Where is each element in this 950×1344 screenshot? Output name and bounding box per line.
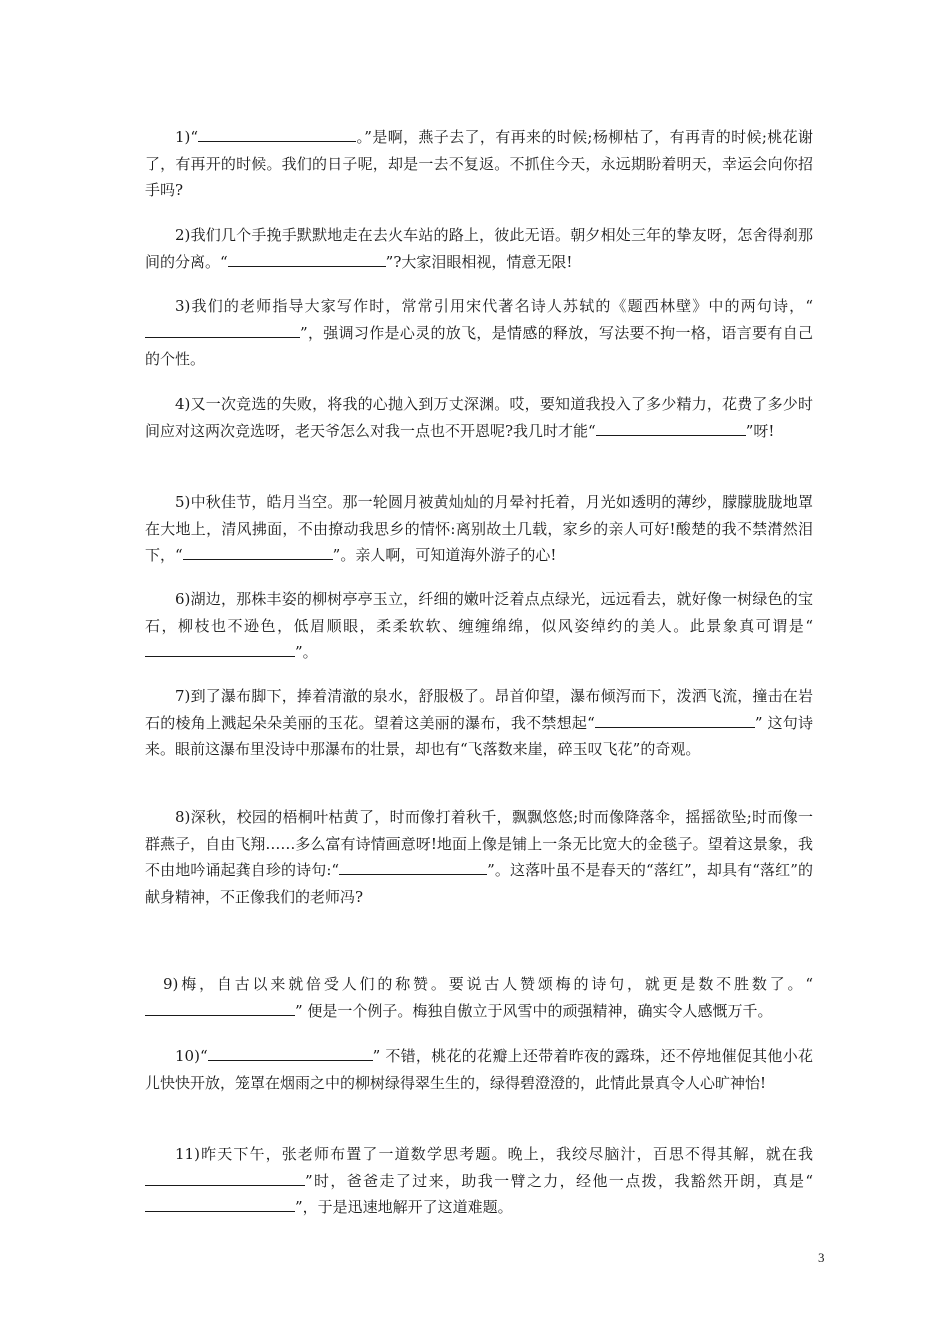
question-number: 1) [175, 128, 191, 146]
question-text: 我们几个手挽手默默地走在去火车站的路上，彼此无语。朝夕相处三年的挚友呀，怎舍得刹那间的分离。“ [145, 226, 813, 271]
answer-blank[interactable] [145, 320, 300, 338]
question-text: ”。这落叶虽不是春天的“落红”，却具有“落红”的献身精神，不正像我们的老师冯? [145, 861, 813, 906]
question-text: ”?大家泪眼相视，情意无限! [385, 252, 573, 271]
question-text: ”。 [295, 643, 318, 661]
answer-blank[interactable] [145, 998, 295, 1016]
question-text: “ [190, 128, 199, 146]
question-text: ”，强调习作是心灵的放飞，是情感的释放，写法要不拘一格，语言要有自己的个性。 [145, 323, 813, 368]
question-text: “ [199, 1047, 208, 1065]
question-number: 6) [175, 590, 191, 608]
question-7 [145, 683, 813, 763]
question-text: 。”是啊，燕子去了，有再来的时候;杨柳枯了，有再青的时候;桃花谢了，有再开的时候。我们的日子呢，却是一去不复返。不抓住今天，永远期盼着明天，幸运会向你招手吗? [145, 128, 813, 199]
question-text: 深秋，校园的梧桐叶枯黄了，时而像打着秋千，飘飘悠悠;时而像降落伞，摇摇欲坠;时而像一群燕子，自由飞翔……多么富有诗情画意呀!地面上像是铺上一条无比宽大的金毯子。望着这景象，我不由地吟诵起龚自珍的诗句:“ [145, 808, 813, 879]
answer-blank[interactable] [596, 418, 746, 436]
question-text: 湖边，那株丰姿的柳树亭亭玉立，纤细的嫩叶泛着点点绿光，远远看去，就好像一树绿色的宝石，柳枝也不逊色，低眉顺眼，柔柔软软、缠缠绵绵，似风姿绰约的美人。此景象真可谓是“ [145, 590, 813, 635]
question-4 [145, 391, 813, 444]
question-number: 4) [175, 395, 191, 413]
question-number: 9) [163, 975, 179, 993]
answer-blank[interactable] [198, 124, 356, 142]
question-text: ” 这句诗来。眼前这瀑布里没诗中那瀑布的壮景，却也有“飞落数来崖，碎玉叹飞花”的奇观。 [145, 713, 814, 758]
question-number: 7) [175, 687, 191, 705]
answer-blank[interactable] [595, 710, 755, 728]
answer-blank[interactable] [228, 249, 386, 267]
question-number: 8) [175, 808, 191, 826]
question-text: 梅，自古以来就倍受人们的称赞。要说古人赞颂梅的诗句，就更是数不胜数了。“ [178, 975, 813, 993]
question-number: 11) [175, 1145, 200, 1163]
question-text: 中秋佳节，皓月当空。那一轮圆月被黄灿灿的月晕衬托着，月光如透明的薄纱，朦朦胧胧地罩在大地上，清风拂面，不由撩动我思乡的情怀:离别故土几载，家乡的亲人可好!酸楚的我不禁潸然泪下，“ [145, 493, 813, 564]
question-6 [145, 586, 813, 666]
question-text: 昨天下午，张老师布置了一道数学思考题。晚上，我绞尽脑汁，百思不得其解，就在我 [199, 1145, 813, 1163]
question-number: 10) [175, 1047, 200, 1065]
answer-blank[interactable] [145, 1168, 305, 1186]
question-1 [145, 124, 813, 204]
question-5 [145, 489, 813, 569]
question-text: ”呀! [745, 421, 775, 440]
question-text: 又一次竞选的失败，将我的心抛入到万丈深渊。哎，要知道我投入了多少精力，花费了多少时间应对这两次竞选呀，老天爷怎么对我一点也不开恩呢?我几时才能“ [145, 395, 813, 440]
question-text: ”时，爸爸走了过来，助我一臂之力，经他一点拨，我豁然开朗，真是“ [305, 1171, 813, 1190]
question-text: ”，于是迅速地解开了这道难题。 [295, 1198, 513, 1216]
question-text: 到了瀑布脚下，捧着清澈的泉水，舒服极了。昂首仰望，瀑布倾泻而下，泼洒飞流，撞击在岩石的棱角上溅起朵朵美丽的玉花。望着这美丽的瀑布，我不禁想起“ [145, 687, 813, 732]
question-11 [145, 1141, 813, 1221]
question-text: ”。亲人啊，可知道海外游子的心! [332, 546, 557, 564]
question-text: ” 不错，桃花的花瓣上还带着昨夜的露珠，还不停地催促其他小花儿快快开放，笼罩在烟雨之中的柳树绿得翠生生的，绿得碧澄澄的，此情此景真令人心旷神怡! [145, 1047, 813, 1092]
question-8 [145, 804, 813, 910]
question-9 [145, 971, 813, 1024]
question-10 [145, 1043, 813, 1096]
question-2 [145, 222, 813, 275]
answer-blank[interactable] [145, 1194, 295, 1212]
page-number: 3 [818, 1250, 825, 1265]
question-number: 2) [175, 226, 191, 244]
answer-blank[interactable] [339, 857, 487, 875]
question-text: ” 便是一个例子。梅独自傲立于风雪中的顽强精神，确实令人感慨万千。 [295, 1001, 773, 1020]
question-number: 5) [175, 493, 191, 511]
question-text: 我们的老师指导大家写作时，常常引用宋代著名诗人苏轼的《题西林壁》中的两句诗，“ [190, 297, 813, 315]
answer-blank[interactable] [183, 542, 333, 560]
question-3 [145, 293, 813, 373]
answer-blank[interactable] [145, 639, 295, 657]
question-number: 3) [175, 297, 191, 315]
answer-blank[interactable] [208, 1043, 373, 1061]
